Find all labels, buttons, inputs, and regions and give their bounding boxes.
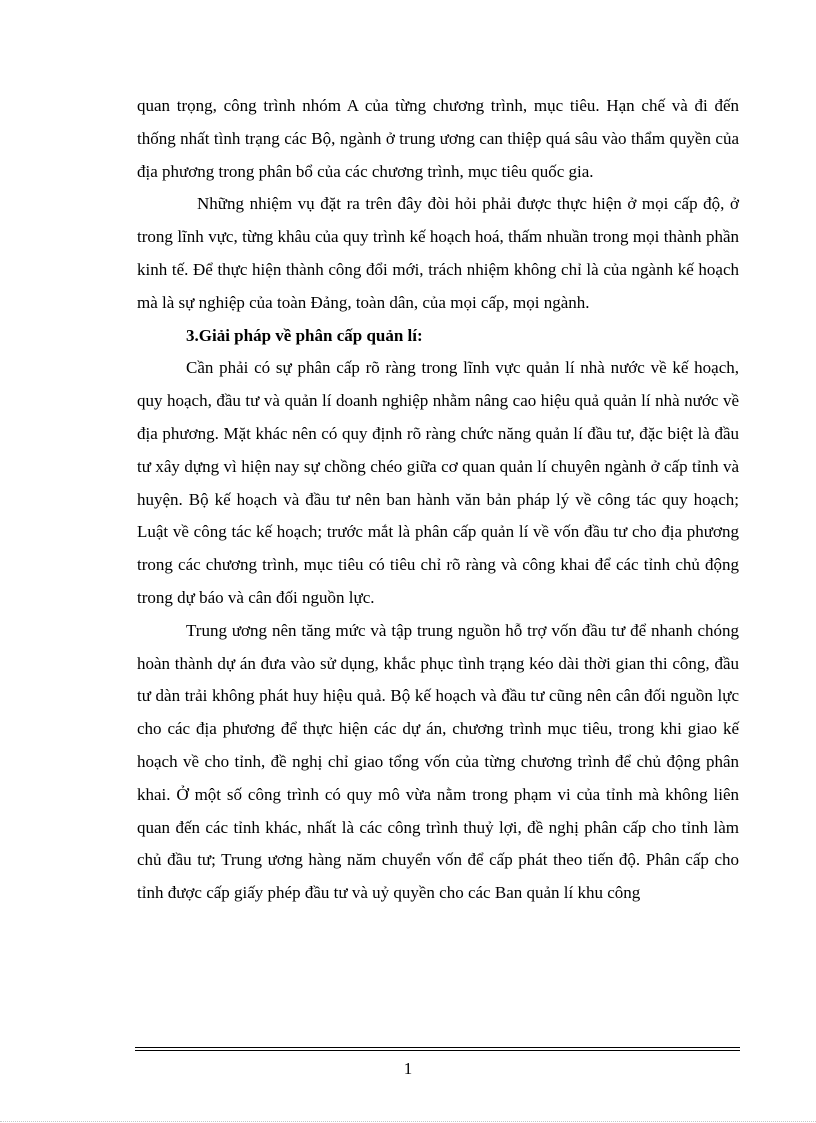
paragraph-continuation: quan trọng, công trình nhóm A của từng chương trình, mục tiêu. Hạn chế và đi đến thống nhất tình trạng các Bộ, ngành ở trung ương can thiệp quá sâu vào thẩm quyền của địa phương trong phân bổ của các chương trình, mục tiêu quốc gia. [137,96,739,181]
paragraph-decentralization: Cần phải có sự phân cấp rõ ràng trong lĩnh vực quản lí nhà nước về kế hoạch, quy hoạch, đầu tư và quản lí doanh nghiệp nhằm nâng cao hiệu quả quản lí nhà nước về địa phương. Mặt khác nên có quy định rõ ràng chức năng quản lí đầu tư, đặc biệt là đầu tư xây dựng vì hiện nay sự chồng chéo giữa cơ quan quản lí chuyên ngành ở cấp tỉnh và huyện. Bộ kế hoạch và đầu tư nên ban hành văn bản pháp lý về công tác quy hoạch; Luật về công tác kế hoạch; trước mắt là phân cấp quản lí về vốn đầu tư cho địa phương trong các chương trình, mục tiêu có tiêu chỉ rõ ràng và công khai để các tỉnh chủ động trong dự báo và cân đối nguồn lực. [137,358,739,607]
page-number: 1 [403,1059,413,1078]
paragraph-tasks: Những nhiệm vụ đặt ra trên đây đòi hỏi phải được thực hiện ở mọi cấp độ, ở trong lĩnh vực, từng khâu của quy trình kế hoạch hoá, thấm nhuần trong mọi thành phần kinh tế. Để thực hiện thành công đổi mới, trách nhiệm không chỉ là của ngành kế hoạch mà là sự nghiệp của toàn Đảng, toàn dân, của mọi cấp, mọi ngành. [137,194,739,312]
section-heading: 3.Giải pháp về phân cấp quản lí: [186,325,423,345]
page-edge-dotted-line [0,1121,816,1122]
paragraph-central-funding: Trung ương nên tăng mức và tập trung nguồn hỗ trợ vốn đầu tư để nhanh chóng hoàn thành dự án đưa vào sử dụng, khắc phục tình trạng kéo dài thời gian thi công, đầu tư dàn trải không phát huy hiệu quả. Bộ kế hoạch và đầu tư cũng nên cân đối nguồn lực cho các địa phương để thực hiện các dự án, chương trình mục tiêu, trong khi giao kế hoạch về cho tỉnh, đề nghị chỉ giao tổng vốn của từng chương trình để chủ động phân khai. Ở một số công trình có quy mô vừa nằm trong phạm vi của tỉnh mà không liên quan đến các tỉnh khác, nhất là các công trình thuỷ lợi, đề nghị phân cấp cho tỉnh làm chủ đầu tư; Trung ương hàng năm chuyển vốn để cấp phát theo tiến độ. Phân cấp cho tỉnh được cấp giấy phép đầu tư và uỷ quyền cho các Ban quản lí khu công [137,620,739,903]
body-text [137,90,739,910]
footer-divider [135,1047,740,1051]
